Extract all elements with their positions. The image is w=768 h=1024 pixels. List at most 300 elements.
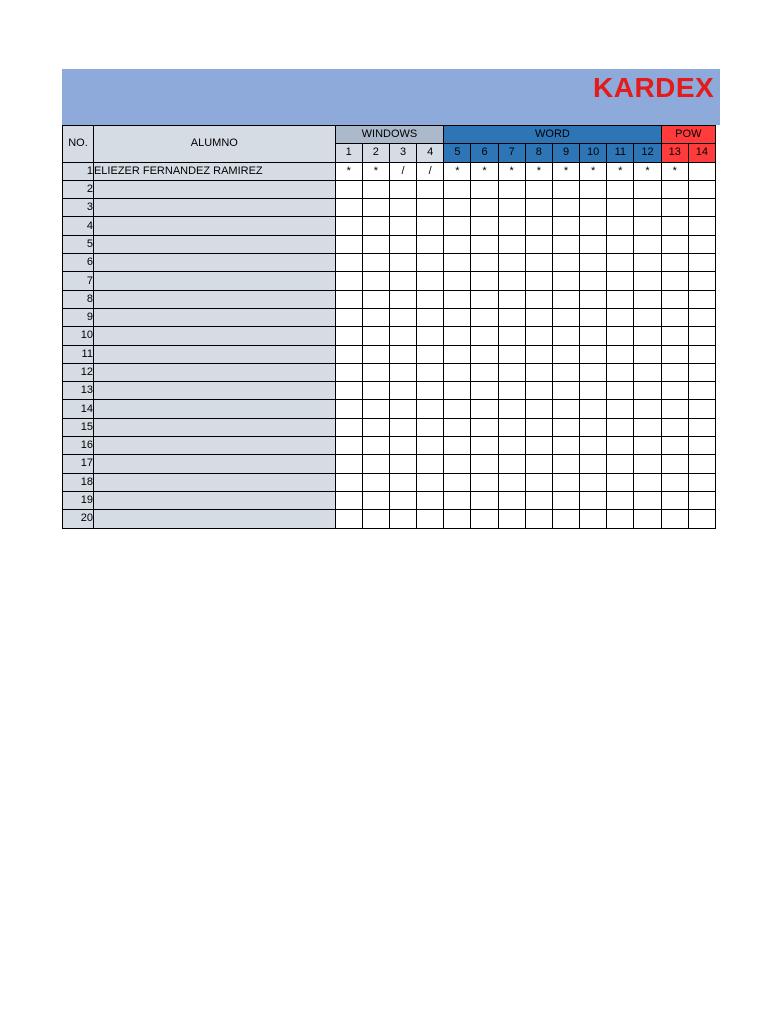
attendance-cell[interactable] bbox=[362, 437, 389, 455]
attendance-cell[interactable] bbox=[661, 308, 688, 326]
attendance-cell[interactable] bbox=[525, 382, 552, 400]
student-name-cell[interactable] bbox=[93, 235, 335, 253]
attendance-cell[interactable] bbox=[661, 418, 688, 436]
attendance-cell[interactable] bbox=[444, 437, 471, 455]
attendance-cell[interactable] bbox=[661, 510, 688, 528]
attendance-cell[interactable] bbox=[607, 455, 634, 473]
attendance-cell[interactable] bbox=[525, 510, 552, 528]
attendance-cell[interactable] bbox=[580, 418, 607, 436]
attendance-cell[interactable] bbox=[552, 510, 579, 528]
attendance-cell[interactable] bbox=[389, 491, 416, 509]
attendance-cell[interactable] bbox=[525, 345, 552, 363]
attendance-cell[interactable] bbox=[444, 400, 471, 418]
attendance-cell[interactable] bbox=[389, 400, 416, 418]
attendance-cell[interactable] bbox=[498, 363, 525, 381]
attendance-cell[interactable] bbox=[389, 272, 416, 290]
attendance-cell[interactable] bbox=[389, 290, 416, 308]
attendance-cell[interactable] bbox=[417, 180, 444, 198]
attendance-cell[interactable] bbox=[525, 327, 552, 345]
attendance-cell[interactable] bbox=[335, 199, 362, 217]
attendance-cell[interactable] bbox=[688, 400, 715, 418]
attendance-cell[interactable] bbox=[607, 254, 634, 272]
attendance-cell[interactable] bbox=[417, 308, 444, 326]
attendance-cell[interactable] bbox=[444, 382, 471, 400]
attendance-cell[interactable] bbox=[471, 418, 498, 436]
attendance-cell[interactable] bbox=[444, 455, 471, 473]
attendance-cell[interactable] bbox=[552, 235, 579, 253]
attendance-cell[interactable] bbox=[634, 455, 661, 473]
attendance-cell[interactable] bbox=[471, 400, 498, 418]
attendance-cell[interactable] bbox=[552, 400, 579, 418]
attendance-cell[interactable] bbox=[417, 510, 444, 528]
attendance-cell[interactable] bbox=[552, 180, 579, 198]
attendance-cell[interactable] bbox=[498, 437, 525, 455]
attendance-cell[interactable] bbox=[471, 272, 498, 290]
attendance-cell[interactable] bbox=[580, 272, 607, 290]
attendance-cell[interactable] bbox=[362, 272, 389, 290]
student-name-cell[interactable] bbox=[93, 327, 335, 345]
attendance-cell[interactable] bbox=[362, 363, 389, 381]
attendance-cell[interactable] bbox=[444, 272, 471, 290]
attendance-cell[interactable] bbox=[498, 455, 525, 473]
student-name-cell[interactable] bbox=[93, 491, 335, 509]
attendance-cell[interactable] bbox=[634, 199, 661, 217]
student-name-cell[interactable] bbox=[93, 437, 335, 455]
attendance-cell[interactable] bbox=[552, 491, 579, 509]
attendance-cell[interactable]: * bbox=[634, 162, 661, 180]
attendance-cell[interactable] bbox=[498, 235, 525, 253]
attendance-cell[interactable] bbox=[417, 382, 444, 400]
attendance-cell[interactable]: * bbox=[498, 162, 525, 180]
attendance-cell[interactable] bbox=[417, 345, 444, 363]
student-name-cell[interactable] bbox=[93, 382, 335, 400]
attendance-cell[interactable] bbox=[389, 345, 416, 363]
attendance-cell[interactable] bbox=[688, 308, 715, 326]
attendance-cell[interactable] bbox=[525, 418, 552, 436]
attendance-cell[interactable] bbox=[525, 290, 552, 308]
attendance-cell[interactable] bbox=[607, 235, 634, 253]
attendance-cell[interactable] bbox=[498, 254, 525, 272]
attendance-cell[interactable] bbox=[471, 235, 498, 253]
attendance-cell[interactable] bbox=[552, 254, 579, 272]
attendance-cell[interactable] bbox=[661, 473, 688, 491]
attendance-cell[interactable] bbox=[634, 400, 661, 418]
attendance-cell[interactable] bbox=[389, 199, 416, 217]
attendance-cell[interactable] bbox=[607, 437, 634, 455]
attendance-cell[interactable] bbox=[471, 217, 498, 235]
attendance-cell[interactable] bbox=[389, 180, 416, 198]
attendance-cell[interactable] bbox=[525, 363, 552, 381]
attendance-cell[interactable] bbox=[335, 217, 362, 235]
attendance-cell[interactable] bbox=[607, 199, 634, 217]
attendance-cell[interactable] bbox=[688, 162, 715, 180]
attendance-cell[interactable]: * bbox=[552, 162, 579, 180]
student-name-cell[interactable] bbox=[93, 345, 335, 363]
attendance-cell[interactable] bbox=[417, 235, 444, 253]
attendance-cell[interactable] bbox=[607, 382, 634, 400]
attendance-cell[interactable] bbox=[634, 290, 661, 308]
student-name-cell[interactable] bbox=[93, 199, 335, 217]
attendance-cell[interactable] bbox=[471, 510, 498, 528]
attendance-cell[interactable] bbox=[362, 382, 389, 400]
attendance-cell[interactable] bbox=[552, 455, 579, 473]
attendance-cell[interactable] bbox=[335, 418, 362, 436]
attendance-cell[interactable] bbox=[688, 217, 715, 235]
attendance-cell[interactable] bbox=[607, 363, 634, 381]
attendance-cell[interactable] bbox=[444, 510, 471, 528]
attendance-cell[interactable] bbox=[607, 308, 634, 326]
attendance-cell[interactable] bbox=[335, 235, 362, 253]
attendance-cell[interactable] bbox=[471, 290, 498, 308]
attendance-cell[interactable] bbox=[471, 199, 498, 217]
attendance-cell[interactable] bbox=[634, 308, 661, 326]
attendance-cell[interactable] bbox=[362, 217, 389, 235]
attendance-cell[interactable]: * bbox=[525, 162, 552, 180]
attendance-cell[interactable] bbox=[362, 400, 389, 418]
attendance-cell[interactable] bbox=[661, 437, 688, 455]
attendance-cell[interactable] bbox=[688, 418, 715, 436]
attendance-cell[interactable] bbox=[471, 437, 498, 455]
attendance-cell[interactable] bbox=[471, 473, 498, 491]
attendance-cell[interactable]: * bbox=[335, 162, 362, 180]
attendance-cell[interactable] bbox=[389, 382, 416, 400]
attendance-cell[interactable] bbox=[607, 345, 634, 363]
attendance-cell[interactable] bbox=[335, 400, 362, 418]
attendance-cell[interactable] bbox=[580, 217, 607, 235]
attendance-cell[interactable] bbox=[335, 290, 362, 308]
attendance-cell[interactable] bbox=[362, 199, 389, 217]
attendance-cell[interactable] bbox=[498, 290, 525, 308]
attendance-cell[interactable] bbox=[498, 308, 525, 326]
attendance-cell[interactable]: * bbox=[471, 162, 498, 180]
attendance-cell[interactable] bbox=[552, 272, 579, 290]
attendance-cell[interactable] bbox=[525, 254, 552, 272]
attendance-cell[interactable] bbox=[471, 327, 498, 345]
attendance-cell[interactable] bbox=[389, 437, 416, 455]
student-name-cell[interactable] bbox=[93, 455, 335, 473]
attendance-cell[interactable] bbox=[661, 400, 688, 418]
attendance-cell[interactable] bbox=[580, 382, 607, 400]
attendance-cell[interactable] bbox=[634, 418, 661, 436]
attendance-cell[interactable] bbox=[444, 491, 471, 509]
attendance-cell[interactable] bbox=[362, 327, 389, 345]
attendance-cell[interactable] bbox=[661, 491, 688, 509]
attendance-cell[interactable] bbox=[444, 327, 471, 345]
attendance-cell[interactable] bbox=[525, 455, 552, 473]
attendance-cell[interactable] bbox=[661, 382, 688, 400]
attendance-cell[interactable] bbox=[335, 382, 362, 400]
student-name-cell[interactable] bbox=[93, 272, 335, 290]
attendance-cell[interactable] bbox=[417, 437, 444, 455]
attendance-cell[interactable] bbox=[417, 491, 444, 509]
attendance-cell[interactable] bbox=[417, 272, 444, 290]
attendance-cell[interactable] bbox=[444, 473, 471, 491]
attendance-cell[interactable] bbox=[580, 400, 607, 418]
attendance-cell[interactable] bbox=[417, 327, 444, 345]
attendance-cell[interactable] bbox=[362, 308, 389, 326]
student-name-cell[interactable] bbox=[93, 217, 335, 235]
attendance-cell[interactable] bbox=[471, 254, 498, 272]
attendance-cell[interactable] bbox=[471, 345, 498, 363]
attendance-cell[interactable] bbox=[688, 491, 715, 509]
attendance-cell[interactable] bbox=[444, 418, 471, 436]
attendance-cell[interactable] bbox=[362, 418, 389, 436]
attendance-cell[interactable] bbox=[525, 272, 552, 290]
attendance-cell[interactable] bbox=[389, 217, 416, 235]
attendance-cell[interactable] bbox=[335, 345, 362, 363]
attendance-cell[interactable] bbox=[607, 473, 634, 491]
attendance-cell[interactable] bbox=[661, 254, 688, 272]
attendance-cell[interactable] bbox=[498, 345, 525, 363]
attendance-cell[interactable] bbox=[417, 290, 444, 308]
attendance-cell[interactable] bbox=[525, 491, 552, 509]
attendance-cell[interactable] bbox=[580, 455, 607, 473]
attendance-cell[interactable] bbox=[661, 455, 688, 473]
student-name-cell[interactable] bbox=[93, 400, 335, 418]
attendance-cell[interactable] bbox=[634, 437, 661, 455]
attendance-cell[interactable] bbox=[607, 217, 634, 235]
attendance-cell[interactable] bbox=[580, 327, 607, 345]
attendance-cell[interactable] bbox=[661, 199, 688, 217]
attendance-cell[interactable] bbox=[498, 382, 525, 400]
attendance-cell[interactable] bbox=[525, 180, 552, 198]
attendance-cell[interactable] bbox=[417, 217, 444, 235]
attendance-cell[interactable] bbox=[498, 418, 525, 436]
attendance-cell[interactable] bbox=[335, 437, 362, 455]
attendance-cell[interactable] bbox=[688, 363, 715, 381]
attendance-cell[interactable] bbox=[417, 254, 444, 272]
attendance-cell[interactable] bbox=[417, 455, 444, 473]
attendance-cell[interactable] bbox=[389, 510, 416, 528]
attendance-cell[interactable] bbox=[362, 180, 389, 198]
attendance-cell[interactable] bbox=[498, 400, 525, 418]
attendance-cell[interactable] bbox=[634, 327, 661, 345]
attendance-cell[interactable] bbox=[580, 290, 607, 308]
attendance-cell[interactable] bbox=[634, 510, 661, 528]
student-name-cell[interactable] bbox=[93, 473, 335, 491]
attendance-cell[interactable] bbox=[580, 180, 607, 198]
attendance-cell[interactable] bbox=[580, 473, 607, 491]
student-name-cell[interactable] bbox=[93, 290, 335, 308]
attendance-cell[interactable] bbox=[580, 199, 607, 217]
attendance-cell[interactable] bbox=[471, 491, 498, 509]
attendance-cell[interactable] bbox=[525, 437, 552, 455]
attendance-cell[interactable] bbox=[471, 382, 498, 400]
attendance-cell[interactable] bbox=[580, 254, 607, 272]
student-name-cell[interactable]: ELIEZER FERNANDEZ RAMIREZ bbox=[93, 162, 335, 180]
attendance-cell[interactable] bbox=[498, 272, 525, 290]
attendance-cell[interactable] bbox=[362, 290, 389, 308]
attendance-cell[interactable] bbox=[471, 308, 498, 326]
attendance-cell[interactable] bbox=[335, 473, 362, 491]
attendance-cell[interactable] bbox=[688, 290, 715, 308]
attendance-cell[interactable] bbox=[688, 455, 715, 473]
attendance-cell[interactable] bbox=[634, 235, 661, 253]
attendance-cell[interactable] bbox=[688, 199, 715, 217]
attendance-cell[interactable] bbox=[688, 235, 715, 253]
attendance-cell[interactable] bbox=[580, 510, 607, 528]
attendance-cell[interactable] bbox=[471, 363, 498, 381]
attendance-cell[interactable] bbox=[444, 217, 471, 235]
attendance-cell[interactable] bbox=[362, 254, 389, 272]
attendance-cell[interactable]: * bbox=[607, 162, 634, 180]
attendance-cell[interactable] bbox=[634, 345, 661, 363]
attendance-cell[interactable] bbox=[661, 235, 688, 253]
attendance-cell[interactable] bbox=[444, 290, 471, 308]
attendance-cell[interactable] bbox=[417, 363, 444, 381]
attendance-cell[interactable] bbox=[688, 180, 715, 198]
attendance-cell[interactable] bbox=[362, 345, 389, 363]
student-name-cell[interactable] bbox=[93, 254, 335, 272]
attendance-cell[interactable] bbox=[362, 235, 389, 253]
attendance-cell[interactable] bbox=[444, 254, 471, 272]
attendance-cell[interactable] bbox=[444, 180, 471, 198]
attendance-cell[interactable] bbox=[607, 180, 634, 198]
attendance-cell[interactable] bbox=[389, 235, 416, 253]
attendance-cell[interactable] bbox=[498, 473, 525, 491]
attendance-cell[interactable] bbox=[444, 235, 471, 253]
student-name-cell[interactable] bbox=[93, 510, 335, 528]
attendance-cell[interactable] bbox=[552, 473, 579, 491]
attendance-cell[interactable] bbox=[444, 363, 471, 381]
attendance-cell[interactable] bbox=[389, 418, 416, 436]
attendance-cell[interactable] bbox=[335, 308, 362, 326]
attendance-cell[interactable] bbox=[552, 217, 579, 235]
attendance-cell[interactable] bbox=[525, 473, 552, 491]
attendance-cell[interactable] bbox=[580, 491, 607, 509]
attendance-cell[interactable] bbox=[552, 199, 579, 217]
attendance-cell[interactable] bbox=[335, 327, 362, 345]
attendance-cell[interactable] bbox=[335, 363, 362, 381]
attendance-cell[interactable] bbox=[525, 308, 552, 326]
attendance-cell[interactable] bbox=[552, 418, 579, 436]
attendance-cell[interactable] bbox=[417, 473, 444, 491]
attendance-cell[interactable] bbox=[389, 254, 416, 272]
attendance-cell[interactable] bbox=[417, 199, 444, 217]
attendance-cell[interactable] bbox=[444, 308, 471, 326]
attendance-cell[interactable] bbox=[552, 308, 579, 326]
attendance-cell[interactable]: * bbox=[362, 162, 389, 180]
attendance-cell[interactable] bbox=[688, 437, 715, 455]
student-name-cell[interactable] bbox=[93, 363, 335, 381]
attendance-cell[interactable] bbox=[661, 217, 688, 235]
attendance-cell[interactable] bbox=[417, 418, 444, 436]
attendance-cell[interactable] bbox=[389, 327, 416, 345]
attendance-cell[interactable] bbox=[389, 473, 416, 491]
attendance-cell[interactable] bbox=[607, 327, 634, 345]
attendance-cell[interactable] bbox=[661, 345, 688, 363]
attendance-cell[interactable] bbox=[634, 363, 661, 381]
student-name-cell[interactable] bbox=[93, 418, 335, 436]
attendance-cell[interactable] bbox=[552, 345, 579, 363]
student-name-cell[interactable] bbox=[93, 180, 335, 198]
attendance-cell[interactable] bbox=[471, 455, 498, 473]
attendance-cell[interactable] bbox=[634, 272, 661, 290]
attendance-cell[interactable] bbox=[607, 491, 634, 509]
attendance-cell[interactable] bbox=[688, 327, 715, 345]
attendance-cell[interactable] bbox=[498, 180, 525, 198]
attendance-cell[interactable] bbox=[471, 180, 498, 198]
attendance-cell[interactable] bbox=[607, 400, 634, 418]
attendance-cell[interactable]: * bbox=[661, 162, 688, 180]
attendance-cell[interactable] bbox=[688, 473, 715, 491]
attendance-cell[interactable] bbox=[498, 510, 525, 528]
attendance-cell[interactable] bbox=[607, 290, 634, 308]
attendance-cell[interactable] bbox=[389, 455, 416, 473]
attendance-cell[interactable] bbox=[525, 217, 552, 235]
attendance-cell[interactable]: / bbox=[389, 162, 416, 180]
attendance-cell[interactable] bbox=[389, 363, 416, 381]
attendance-cell[interactable] bbox=[498, 199, 525, 217]
attendance-cell[interactable] bbox=[634, 217, 661, 235]
attendance-cell[interactable] bbox=[580, 308, 607, 326]
student-name-cell[interactable] bbox=[93, 308, 335, 326]
attendance-cell[interactable] bbox=[525, 199, 552, 217]
attendance-cell[interactable] bbox=[552, 327, 579, 345]
attendance-cell[interactable] bbox=[552, 437, 579, 455]
attendance-cell[interactable] bbox=[362, 510, 389, 528]
attendance-cell[interactable] bbox=[389, 308, 416, 326]
attendance-cell[interactable] bbox=[417, 400, 444, 418]
attendance-cell[interactable] bbox=[661, 327, 688, 345]
attendance-cell[interactable] bbox=[661, 363, 688, 381]
attendance-cell[interactable] bbox=[661, 290, 688, 308]
attendance-cell[interactable] bbox=[335, 510, 362, 528]
attendance-cell[interactable] bbox=[634, 473, 661, 491]
attendance-cell[interactable] bbox=[607, 418, 634, 436]
attendance-cell[interactable] bbox=[688, 272, 715, 290]
attendance-cell[interactable] bbox=[688, 382, 715, 400]
attendance-cell[interactable]: / bbox=[417, 162, 444, 180]
attendance-cell[interactable] bbox=[525, 400, 552, 418]
attendance-cell[interactable] bbox=[661, 180, 688, 198]
attendance-cell[interactable] bbox=[580, 437, 607, 455]
attendance-cell[interactable] bbox=[688, 510, 715, 528]
attendance-cell[interactable] bbox=[552, 290, 579, 308]
attendance-cell[interactable] bbox=[498, 491, 525, 509]
attendance-cell[interactable] bbox=[362, 473, 389, 491]
attendance-cell[interactable] bbox=[444, 199, 471, 217]
attendance-cell[interactable] bbox=[552, 363, 579, 381]
attendance-cell[interactable] bbox=[335, 254, 362, 272]
attendance-cell[interactable] bbox=[607, 272, 634, 290]
attendance-cell[interactable] bbox=[335, 272, 362, 290]
attendance-cell[interactable] bbox=[498, 327, 525, 345]
attendance-cell[interactable] bbox=[634, 491, 661, 509]
attendance-cell[interactable] bbox=[580, 345, 607, 363]
attendance-cell[interactable] bbox=[362, 455, 389, 473]
attendance-cell[interactable] bbox=[634, 254, 661, 272]
attendance-cell[interactable] bbox=[444, 345, 471, 363]
attendance-cell[interactable] bbox=[525, 235, 552, 253]
attendance-cell[interactable] bbox=[580, 363, 607, 381]
attendance-cell[interactable] bbox=[661, 272, 688, 290]
attendance-cell[interactable] bbox=[498, 217, 525, 235]
attendance-cell[interactable] bbox=[634, 382, 661, 400]
attendance-cell[interactable] bbox=[634, 180, 661, 198]
attendance-cell[interactable]: * bbox=[444, 162, 471, 180]
attendance-cell[interactable] bbox=[580, 235, 607, 253]
attendance-cell[interactable] bbox=[362, 491, 389, 509]
attendance-cell[interactable] bbox=[335, 491, 362, 509]
attendance-cell[interactable] bbox=[335, 180, 362, 198]
attendance-cell[interactable] bbox=[335, 455, 362, 473]
attendance-cell[interactable] bbox=[688, 345, 715, 363]
attendance-cell[interactable] bbox=[607, 510, 634, 528]
attendance-cell[interactable] bbox=[552, 382, 579, 400]
attendance-cell[interactable]: * bbox=[580, 162, 607, 180]
attendance-cell[interactable] bbox=[688, 254, 715, 272]
